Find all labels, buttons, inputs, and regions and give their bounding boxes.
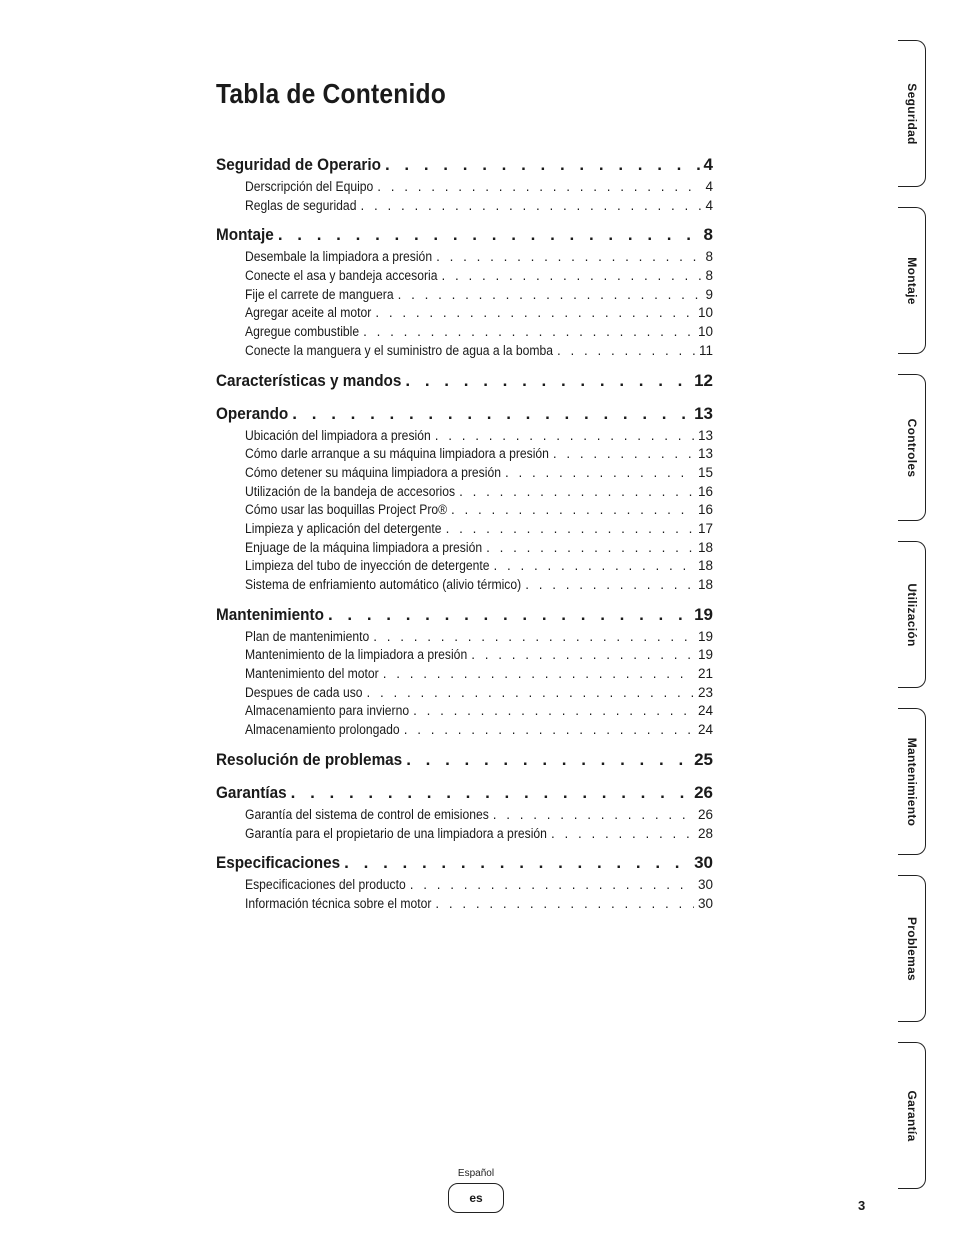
toc-entry[interactable] — [245, 896, 713, 915]
toc-entry-page: 16 — [697, 502, 713, 518]
toc-entry-page: 11 — [698, 342, 713, 358]
toc-entry-label: Enjuage de la máquina limpiadora a presión — [245, 539, 483, 555]
toc-entry-page: 30 — [697, 895, 713, 911]
toc-entry-page: 10 — [697, 324, 713, 340]
dot-leader — [291, 783, 690, 803]
dot-leader — [553, 446, 694, 461]
toc-section-heading[interactable] — [216, 783, 713, 807]
dot-leader — [442, 268, 702, 283]
dot-leader — [493, 807, 694, 822]
toc-entry-page: 26 — [697, 806, 713, 822]
toc-entry-page: 13 — [697, 446, 713, 462]
toc-section-label: Mantenimiento — [216, 604, 324, 624]
tab-3[interactable] — [898, 541, 926, 688]
dot-leader — [385, 155, 700, 175]
toc-section-page: 30 — [694, 853, 713, 873]
toc-section-heading[interactable] — [216, 853, 713, 877]
dot-leader — [525, 577, 694, 592]
toc-entry-label: Agregar aceite al motor — [245, 305, 372, 321]
toc-entry[interactable] — [245, 446, 713, 465]
toc-entry-page: 19 — [697, 647, 713, 663]
toc-entry-label: Agregue combustible — [245, 324, 360, 340]
dot-leader — [486, 540, 694, 555]
toc-section-label: Resolución de problemas — [216, 749, 403, 769]
toc-section-page: 25 — [694, 749, 713, 769]
toc-entry[interactable] — [245, 629, 713, 648]
toc-section — [216, 404, 713, 596]
dot-leader — [413, 703, 694, 718]
toc-entry[interactable] — [245, 465, 713, 484]
toc-entry-page: 17 — [697, 520, 713, 536]
toc-section-heading[interactable] — [216, 605, 713, 629]
dot-leader — [344, 853, 690, 873]
toc-entry[interactable] — [245, 826, 713, 845]
toc-section-label: Características y mandos — [216, 370, 402, 390]
toc-entry-page: 16 — [697, 483, 713, 499]
toc-entry[interactable] — [245, 558, 713, 577]
toc-section-label: Montaje — [216, 225, 274, 245]
dot-leader — [375, 305, 694, 320]
tab-label: Montaje — [904, 256, 919, 305]
toc-section-label: Especificaciones — [216, 853, 341, 873]
toc-section — [216, 371, 713, 395]
tab-4[interactable] — [898, 708, 926, 855]
toc-entry[interactable] — [245, 577, 713, 596]
toc-entry-label: Conecte el asa y bandeja accesoria — [245, 268, 438, 284]
dot-leader — [459, 484, 694, 499]
dot-leader — [551, 826, 694, 841]
dot-leader — [373, 629, 694, 644]
toc-section-label: Seguridad de Operario — [216, 155, 381, 174]
toc-entry[interactable] — [245, 540, 713, 559]
dot-leader — [404, 722, 694, 737]
toc-entry-page: 18 — [697, 577, 713, 592]
toc-entry[interactable] — [245, 703, 713, 722]
toc-entry-page: 18 — [697, 539, 713, 555]
dot-leader — [398, 287, 702, 302]
toc-section-page: 8 — [703, 225, 713, 245]
toc-section-page: 4 — [703, 155, 713, 174]
toc-entry-page: 4 — [705, 197, 713, 213]
tab-0[interactable] — [898, 40, 926, 187]
toc-section-heading[interactable] — [216, 225, 713, 249]
toc-entry-page: 8 — [705, 249, 713, 265]
page-title: Tabla de Contenido — [216, 78, 446, 109]
toc-entry-label: Especificaciones del producto — [245, 877, 406, 893]
toc-section-page: 19 — [694, 604, 713, 624]
toc-entry-label: Utilización de la bandeja de accesorios — [245, 483, 456, 499]
toc-section-heading[interactable] — [216, 750, 713, 774]
toc-section — [216, 853, 713, 914]
toc-entry-label: Mantenimiento de la limpiadora a presión — [245, 647, 468, 663]
toc-section-page: 26 — [694, 782, 713, 802]
toc-entry-label: Almacenamiento prolongado — [245, 722, 400, 738]
toc-entry[interactable] — [245, 647, 713, 666]
dot-leader — [367, 685, 694, 700]
dot-leader — [405, 371, 690, 391]
dot-leader — [360, 198, 701, 213]
toc-entry-label: Sistema de enfriamiento automático (alivio térmico) — [245, 577, 522, 592]
toc-entry-page: 24 — [697, 722, 713, 738]
toc-entry-label: Garantía para el propietario de una limpiadora a presión — [245, 825, 547, 841]
toc-entry-label: Desembale la limpiadora a presión — [245, 249, 433, 265]
dot-leader — [435, 896, 694, 911]
toc-entry-page: 13 — [697, 427, 713, 443]
toc-entry-page: 4 — [705, 179, 713, 194]
dot-leader — [505, 465, 694, 480]
tab-label: Mantenimiento — [904, 737, 919, 826]
tab-2[interactable] — [898, 374, 926, 521]
language-badge: es — [448, 1183, 504, 1213]
toc-entry[interactable] — [245, 685, 713, 704]
toc-section-heading[interactable] — [216, 404, 713, 428]
toc-entry-label: Garantía del sistema de control de emisiones — [245, 806, 489, 822]
dot-leader — [406, 750, 690, 770]
toc-entry[interactable] — [245, 807, 713, 826]
tab-6[interactable] — [898, 1042, 926, 1189]
toc-entry-page: 18 — [697, 558, 713, 574]
dot-leader — [446, 521, 694, 536]
toc-entry[interactable] — [245, 179, 713, 198]
toc-entry-label: Reglas de seguridad — [245, 197, 357, 213]
toc-entry-page: 9 — [705, 286, 713, 302]
toc-entry[interactable] — [245, 324, 713, 343]
toc-entry-label: Despues de cada uso — [245, 684, 363, 700]
dot-leader — [363, 324, 694, 339]
dot-leader — [557, 343, 695, 358]
toc-entry-page: 30 — [697, 877, 713, 893]
toc-entry-label: Derscripción del Equipo — [245, 179, 374, 194]
toc-entry[interactable] — [245, 521, 713, 540]
toc-entry[interactable] — [245, 343, 713, 362]
toc-entry[interactable] — [245, 198, 713, 217]
tab-label: Seguridad — [904, 82, 919, 145]
dot-leader — [451, 502, 694, 517]
toc-entry-page: 24 — [697, 703, 713, 719]
toc-entry-page: 21 — [697, 666, 713, 682]
toc-entry-label: Conecte la manguera y el suministro de agua a la bomba — [245, 342, 553, 358]
toc-entry[interactable] — [245, 428, 713, 447]
toc-section-heading[interactable] — [216, 371, 713, 395]
toc-entry-label: Fije el carrete de manguera — [245, 286, 394, 302]
language-label: Español — [457, 1168, 495, 1179]
toc-entry[interactable] — [245, 502, 713, 521]
toc-section — [216, 225, 713, 361]
toc-section-heading[interactable] — [216, 155, 713, 179]
toc-entry[interactable] — [245, 484, 713, 503]
toc-entry-label: Mantenimiento del motor — [245, 666, 379, 682]
toc-section-page: 12 — [694, 370, 713, 390]
tab-1[interactable] — [898, 207, 926, 354]
dot-leader — [383, 666, 694, 681]
toc-entry[interactable] — [245, 722, 713, 741]
toc-section — [216, 750, 713, 774]
toc-entry-label: Limpieza y aplicación del detergente — [245, 520, 442, 536]
toc-entry-page: 28 — [697, 825, 713, 841]
toc-entry-label: Limpieza del tubo de inyección de detergente — [245, 558, 490, 574]
dot-leader — [471, 647, 694, 662]
dot-leader — [377, 179, 701, 194]
toc-section-page: 13 — [694, 403, 713, 423]
dot-leader — [436, 249, 701, 264]
dot-leader — [410, 877, 694, 892]
tab-5[interactable] — [898, 875, 926, 1022]
tab-label: Problemas — [904, 916, 919, 981]
toc-entry-label: Cómo detener su máquina limpiadora a presión — [245, 464, 501, 480]
toc-entry-label: Información técnica sobre el motor — [245, 895, 432, 911]
toc-section-label: Operando — [216, 403, 289, 423]
toc-entry[interactable] — [245, 877, 713, 896]
toc-entry-page: 8 — [705, 268, 713, 284]
toc-entry-page: 19 — [697, 628, 713, 644]
toc-entry-page: 10 — [697, 305, 713, 321]
page-number: 3 — [858, 1198, 866, 1213]
toc-entry-label: Ubicación del limpiadora a presión — [245, 427, 431, 443]
dot-leader — [278, 225, 700, 245]
toc-entry[interactable] — [245, 287, 713, 306]
toc-section — [216, 783, 713, 844]
dot-leader — [292, 404, 690, 424]
dot-leader — [328, 605, 690, 625]
toc-section — [216, 155, 713, 216]
toc-section — [216, 605, 713, 741]
toc-entry-page: 15 — [697, 464, 713, 480]
tab-label: Utilización — [904, 582, 919, 647]
toc-section-label: Garantías — [216, 782, 287, 802]
toc-entry[interactable] — [245, 268, 713, 287]
tab-label: Garantía — [904, 1089, 919, 1142]
dot-leader — [494, 558, 694, 573]
toc-entry-page: 23 — [697, 684, 713, 700]
toc-entry-label: Plan de mantenimiento — [245, 628, 370, 644]
dot-leader — [435, 428, 694, 443]
tab-label: Controles — [904, 418, 919, 477]
toc-entry-label: Cómo darle arranque a su máquina limpiadora a presión — [245, 446, 549, 462]
toc-entry-label: Cómo usar las boquillas Project Pro® — [245, 502, 448, 518]
toc-entry[interactable] — [245, 305, 713, 324]
table-of-contents — [216, 155, 713, 924]
toc-entry[interactable] — [245, 249, 713, 268]
toc-entry-label: Almacenamiento para invierno — [245, 703, 410, 719]
toc-entry[interactable] — [245, 666, 713, 685]
